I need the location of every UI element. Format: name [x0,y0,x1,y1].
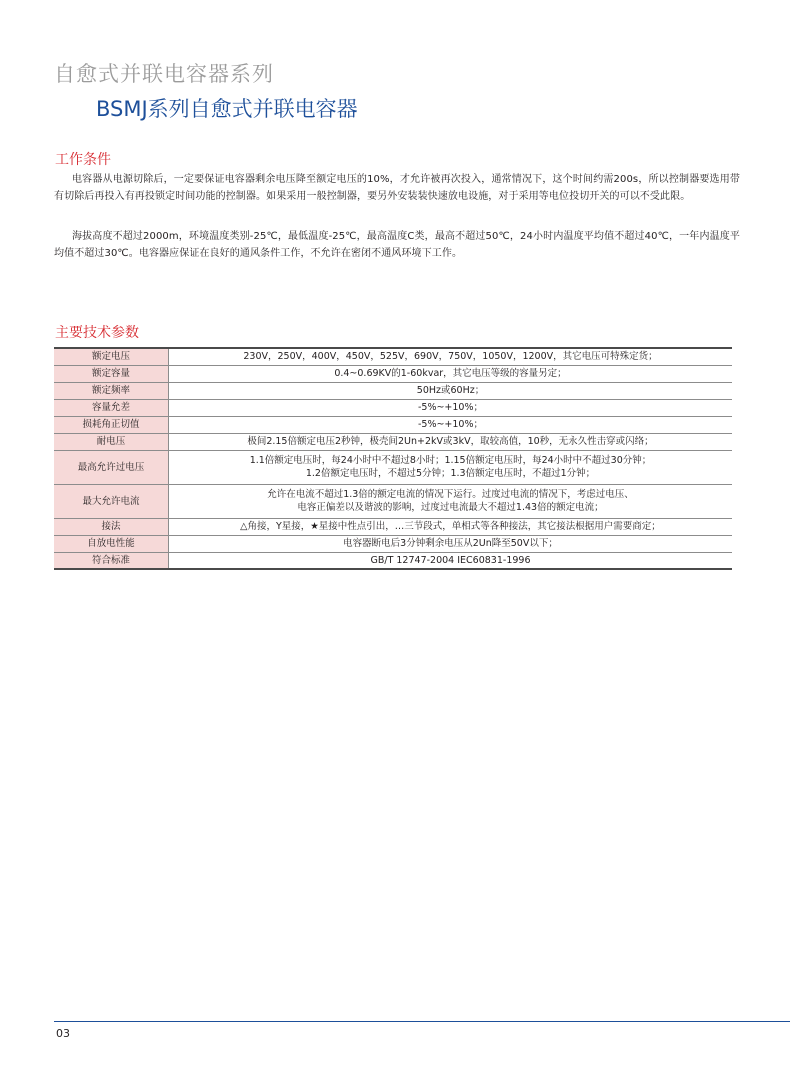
spec-table [54,347,732,570]
table-row [54,348,732,365]
spec-value-line: 1.2倍额定电压时，不超过5分钟；1.3倍额定电压时，不超过1分钟； [305,468,596,479]
table-row [54,382,732,399]
table-row [54,535,732,552]
working-conditions-paragraph: 海拔高度不超过2000m，环境温度类别-25℃，最低温度-25℃，最高温度C类，最高不超过50℃，24小时内温度平均值不超过40℃，一年内温度平均值不超过30℃。电容器应保证在良好的通风条件工作，不允许在密闭不通风环境下工作。 [54,231,740,259]
spec-label-rated-voltage: 额定电压 [54,348,169,365]
spec-value-line: 1.1倍额定电压时，每24小时中不超过8小时；1.15倍额定电压时，每24小时中不超过30分钟； [249,455,652,466]
spec-value-self-discharge: 电容器断电后3分钟剩余电压从2Un降至50V以下； [169,535,733,552]
product-title: BSMJ系列自愈式并联电容器 [96,97,358,121]
table-row [54,433,732,450]
page-number: 03 [56,1027,70,1040]
spec-value-max-current [169,484,733,518]
spec-value-max-overvoltage [169,450,733,484]
series-title: 自愈式并联电容器系列 [54,62,274,86]
table-row [54,365,732,382]
table-row [54,518,732,535]
spec-label-withstand-voltage: 耐电压 [54,433,169,450]
spec-label-rated-frequency: 额定频率 [54,382,169,399]
spec-label-loss-tangent: 损耗角正切值 [54,416,169,433]
spec-value-loss-tangent: -5%~+10%； [169,416,733,433]
spec-label-capacity-tolerance: 容量允差 [54,399,169,416]
footer-divider [54,1021,790,1022]
table-row [54,399,732,416]
spec-label-max-overvoltage: 最高允许过电压 [54,450,169,484]
working-conditions-heading: 工作条件 [55,152,111,168]
spec-value-capacity-tolerance: -5%~+10%； [169,399,733,416]
table-row [54,416,732,433]
table-row [54,450,732,484]
spec-value-rated-voltage: 230V，250V，400V，450V，525V，690V，750V，1050V，1200V，其它电压可特殊定货； [169,348,733,365]
spec-label-self-discharge: 自放电性能 [54,535,169,552]
spec-label-standard: 符合标准 [54,552,169,569]
spec-value-rated-capacity: 0.4~0.69KV的1-60kvar，其它电压等级的容量另定； [169,365,733,382]
spec-value-line: 电容正偏差以及谐波的影响，过度过电流最大不超过1.43倍的额定电流； [297,502,604,513]
spec-label-max-current: 最大允许电流 [54,484,169,518]
spec-label-connection: 接法 [54,518,169,535]
specs-heading: 主要技术参数 [55,325,139,341]
spec-value-connection: △角接，Y星接，★星接中性点引出，…三节段式，单相式等各种接法，其它接法根据用户需要商定； [169,518,733,535]
spec-value-line: 允许在电流不超过1.3倍的额定电流的情况下运行。过度过电流的情况下，考虑过电压、 [267,489,634,500]
spec-value-withstand-voltage: 极间2.15倍额定电压2秒钟，极壳间2Un+2kV或3kV，取较高值，10秒，无永久性击穿或闪络； [169,433,733,450]
spec-value-standard: GB/T 12747-2004 IEC60831-1996 [169,552,733,569]
spec-value-rated-frequency: 50Hz或60Hz； [169,382,733,399]
table-row [54,484,732,518]
table-row [54,552,732,569]
spec-label-rated-capacity: 额定容量 [54,365,169,382]
working-conditions-paragraph: 电容器从电源切除后，一定要保证电容器剩余电压降至额定电压的10%，才允许被再次投入，通常情况下，这个时间约需200s，所以控制器要选用带有切除后再投入有再投锁定时间功能的控制器。如果采用一般控制器，要另外安装装快速放电设施，对于采用等电位投切开关的可以不受此限。 [54,174,740,202]
